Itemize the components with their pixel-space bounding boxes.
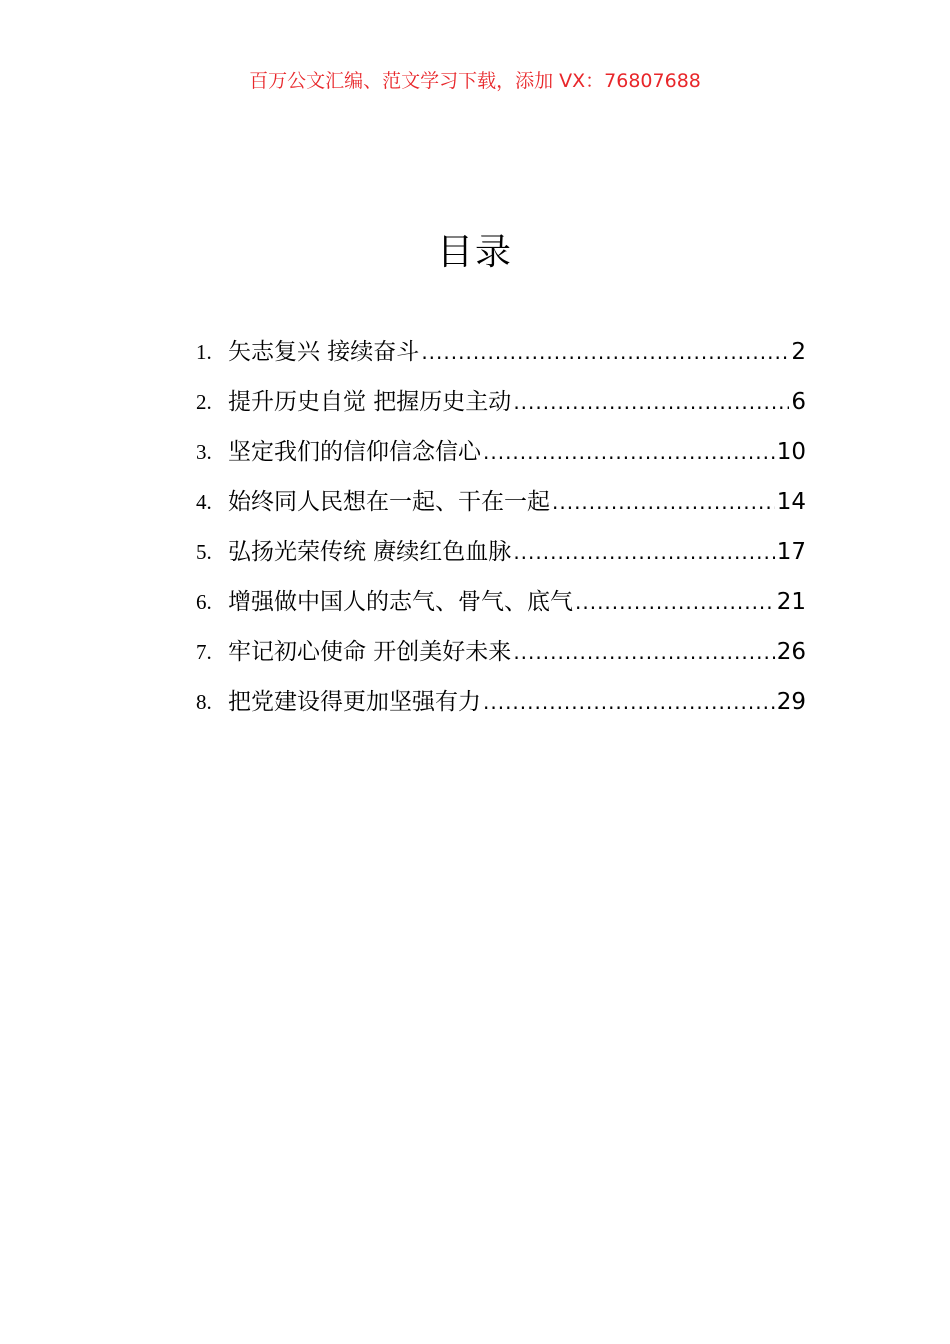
toc-entry-title: 坚定我们的信仰信念信心 [228, 439, 481, 465]
toc-entry-page: 17 [776, 539, 806, 565]
toc-dot-leader [513, 534, 774, 570]
toc-entry-number: 8. [196, 690, 212, 714]
toc-entry-number: 7. [196, 640, 212, 664]
toc-entry-page: 21 [776, 589, 806, 615]
toc-entry-title: 始终同人民想在一起、干在一起 [228, 489, 550, 515]
toc-entry-title: 矢志复兴 接续奋斗 [228, 339, 420, 365]
toc-entry-page: 10 [776, 439, 806, 465]
toc-entry[interactable] [196, 334, 806, 384]
toc-dot-leader [421, 334, 789, 370]
toc-entry[interactable] [196, 484, 806, 534]
toc-entry-title: 把党建设得更加坚强有力 [228, 689, 481, 715]
toc-entry-number: 3. [196, 440, 212, 464]
toc-entry-title: 弘扬光荣传统 赓续红色血脉 [228, 539, 512, 565]
toc-entry[interactable] [196, 434, 806, 484]
toc-dot-leader [483, 434, 775, 470]
toc-list [196, 334, 806, 734]
toc-dot-leader [513, 634, 774, 670]
toc-entry-page: 26 [776, 639, 806, 665]
toc-entry[interactable] [196, 584, 806, 634]
toc-entry[interactable] [196, 634, 806, 684]
toc-dot-leader [513, 384, 789, 420]
toc-entry[interactable] [196, 384, 806, 434]
toc-title: 目录 [436, 232, 513, 273]
toc-dot-leader [552, 484, 775, 520]
toc-entry-number: 6. [196, 590, 212, 614]
toc-entry-page: 14 [776, 489, 806, 515]
toc-entry[interactable] [196, 684, 806, 734]
toc-entry-number: 4. [196, 490, 212, 514]
toc-entry-title: 提升历史自觉 把握历史主动 [228, 389, 512, 415]
toc-entry-number: 5. [196, 540, 212, 564]
toc-dot-leader [575, 584, 775, 620]
header-watermark-text: 百万公文汇编、范文学习下载，添加 VX：76807688 [249, 70, 701, 92]
toc-entry[interactable] [196, 534, 806, 584]
toc-entry-number: 1. [196, 340, 212, 364]
toc-entry-number: 2. [196, 390, 212, 414]
toc-entry-title: 牢记初心使命 开创美好未来 [228, 639, 512, 665]
toc-entry-page: 29 [776, 689, 806, 715]
toc-entry-title: 增强做中国人的志气、骨气、底气 [228, 589, 573, 615]
toc-entry-page: 2 [791, 339, 806, 365]
toc-dot-leader [483, 684, 775, 720]
toc-entry-page: 6 [791, 389, 806, 415]
